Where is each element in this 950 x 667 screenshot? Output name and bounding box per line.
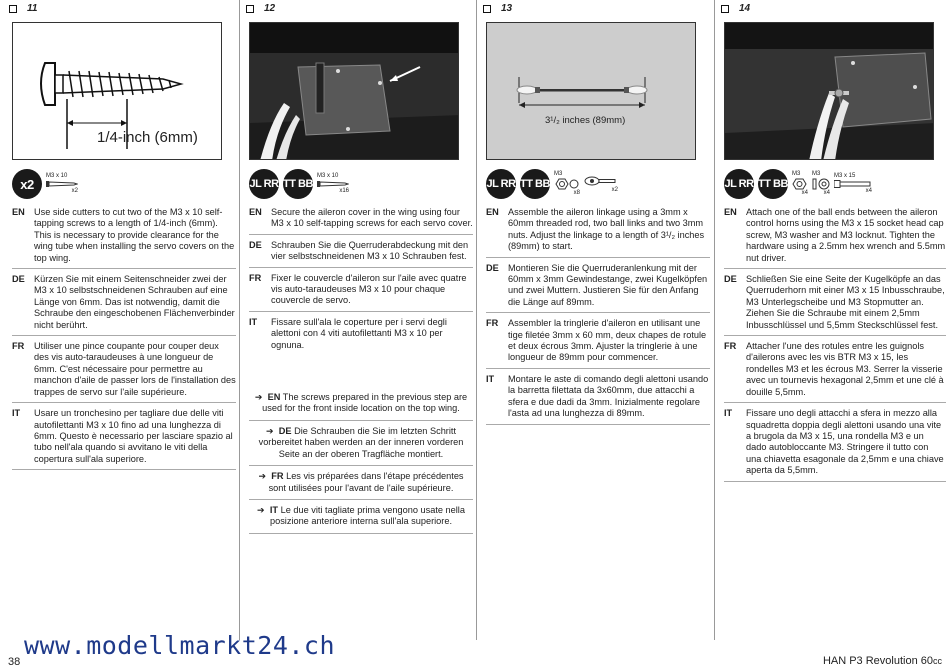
arrow-icon: ➔ xyxy=(258,471,267,482)
nut-quantity: x4 xyxy=(801,190,808,196)
step-heading xyxy=(9,3,37,14)
lang-block-de: DE Kürzen Sie mit einem Seitenschneider zwei der M3 x 10 selbstschneidenen Schrauben auf eine Länge von 6mm. Das ist notwendig, damit die Schraube den eingeschobenen Flächenverbinder nicht berührt. xyxy=(12,274,236,336)
step-heading xyxy=(246,3,275,14)
checkbox-icon[interactable] xyxy=(9,5,17,13)
lang-block-en: EN Assemble the aileron linkage using a 3mm x 60mm threaded rod, two ball links and two 3mm nuts. Adjust the linkage to a length of 3¹/₂ inches (89mm) to start. xyxy=(486,207,710,258)
screw-part xyxy=(317,173,349,195)
lang-block-it: IT Fissare sull'ala le coperture per i servi degli alettoni con 4 viti autofilettanti M3 x 10 per ognuna. xyxy=(249,316,447,350)
screw-quantity: x2 xyxy=(71,188,78,194)
column-divider xyxy=(476,0,477,640)
control-horn-photo xyxy=(724,22,934,160)
screwdriver-tool-icon: JL RR xyxy=(724,169,754,199)
lang-block-it: IT Montare le aste di comando degli alettoni usando la barretta filettata da 3x60mm, due attacchi a sfera e due dadi da 3mm. Inizialmente regolare l'asta ad una lunghezza di 89mm. xyxy=(486,374,710,425)
lang-block-en: EN Use side cutters to cut two of the M3 x 10 self-tapping screws to a length of 1/4-inch (6mm). This is necessary to provide clearance for the wing tube when installing the servo covers on the top wing. xyxy=(12,207,236,269)
step-heading xyxy=(721,3,750,14)
instruction-text xyxy=(249,207,473,534)
lang-block-de: DE Schließen Sie eine Seite der Kugelköpfe an das Querruderhorn mit einer M3 x 15 Inbusschraube, M3 Unterlegscheibe und M3 Stopmutter an. Ziehen Sie die Schraube mit einem 2,5mm Inbusschlüssel und 5,5mm Steckschlüssel fest. xyxy=(724,274,946,336)
screw-figure xyxy=(12,22,222,160)
locknut-icon xyxy=(792,178,808,190)
column-divider xyxy=(714,0,715,640)
step-11-column xyxy=(4,0,236,652)
washer-part xyxy=(812,171,830,197)
nut-icon xyxy=(554,178,580,190)
step-12-column xyxy=(241,0,473,652)
arrow-icon: ➔ xyxy=(265,425,274,436)
lang-block-fr: FR Attacher l'une des rotules entre les guignols d'ailerons avec les vis BTR M3 x 15, les rondelles M3 et les écrous M3. Serrer la visserie avec un tournevis hexagonal 2,5mm et une clé à douille 5,5mm. xyxy=(724,341,946,403)
screw-part xyxy=(46,173,78,195)
step-14-column xyxy=(716,0,946,652)
screwdriver-tool-icon: JL RR xyxy=(249,169,279,199)
cap-screw-label: M3 x 15 xyxy=(834,173,856,179)
page-number: 38 xyxy=(8,656,21,667)
screw-quantity: x16 xyxy=(339,188,349,194)
lang-block-it: IT Usare un tronchesino per tagliare due delle viti autofilettanti M3 x 10 fino ad una lunghezza di 6mm. Questo è necessario per lasciare spazio al tubo nell'ala quando si avvitano le viti della copertura sull'ala superiore. xyxy=(12,408,236,470)
instruction-text xyxy=(724,207,946,487)
instruction-text xyxy=(12,207,236,475)
lang-block-en: EN Attach one of the ball ends between the aileron control horns using the M3 x 15 socket head cap screw, M3 washer and M3 locknut. Tighten the hardware using a 2.5mm hex wrench and 5.5mm nut driver. xyxy=(724,207,946,269)
step-number: 11 xyxy=(27,3,38,14)
photo-illustration xyxy=(250,23,459,160)
nut-quantity: x8 xyxy=(573,190,580,196)
hardware-icons xyxy=(486,168,618,200)
note-fr: ➔ FR Les vis préparées dans l'étape précédentes sont utilisées pour l'avant de l'aile supérieure. xyxy=(249,466,473,500)
checkbox-icon[interactable] xyxy=(483,5,491,13)
hardware-icons xyxy=(724,168,872,200)
hardware-icons xyxy=(249,168,349,200)
nut-label: M3 xyxy=(554,171,563,177)
screw-icon xyxy=(46,180,78,188)
lang-block-en: EN Secure the aileron cover in the wing using four M3 x 10 self-tapping screws for each servo cover. xyxy=(249,207,473,235)
note-de: ➔ DE Die Schrauben die Sie im letzten Schritt vorbereitet haben werden an der inneren vorderen Seite an der oberen Tragfläche montiert. xyxy=(249,421,473,466)
nut-part xyxy=(554,171,580,197)
note-it: ➔ IT Le due viti tagliate prima vengono usate nella posizione anteriore interna sull'ala superiore. xyxy=(249,500,473,534)
hex-tool-icon: TT BB xyxy=(283,169,313,199)
screw-label: M3 x 10 xyxy=(317,173,339,179)
hex-tool-icon: TT BB xyxy=(520,169,550,199)
photo-illustration xyxy=(725,23,934,160)
dimension-label: 1/4-inch (6mm) xyxy=(97,129,198,146)
lang-block-fr: FR Fixer le couvercle d'aileron sur l'aile avec quatre vis auto-taraudeuses M3 x 10 pour chaque couvercle de servo. xyxy=(249,273,473,312)
step-number: 12 xyxy=(264,3,276,14)
hardware-icons xyxy=(12,168,78,200)
lang-block-fr: FR Assembler la tringlerie d'aileron en utilisant une tige filetée 3mm x 60 mm, deux chapes de rotule et deux écrous 3mm. Ajuster la tringlerie à une longueur de 89mm pour commencer. xyxy=(486,318,710,369)
step-number: 13 xyxy=(501,3,513,14)
arrow-icon: ➔ xyxy=(257,504,265,515)
lang-block-de: DE Schrauben Sie die Querruderabdeckung mit den vier selbstschneidenen M3 x 10 Schrauben fest. xyxy=(249,240,473,268)
screw-label: M3 x 10 xyxy=(46,173,68,179)
linkage-photo xyxy=(486,22,696,160)
dimension-label: 3¹/₂ inches (89mm) xyxy=(545,115,626,126)
manual-title: HAN P3 Revolution 60cc xyxy=(822,655,942,667)
column-divider xyxy=(239,0,240,640)
lang-block-de: DE Montieren Sie die Querruderanlenkung mit der 60mm x 3mm Gewindestange, zwei Kugelköpfen und zwei Muttern. Justieren Sie für den Anfang die Länge auf 89mm. xyxy=(486,263,710,314)
cap-screw-quantity: x4 xyxy=(865,188,872,194)
hex-tool-icon: TT BB xyxy=(758,169,788,199)
note-en: ➔ EN The screws prepared in the previous step are used for the front inside location on the top wing. xyxy=(249,387,473,421)
washer-icon xyxy=(812,178,830,190)
instruction-text xyxy=(486,207,710,430)
screw-icon xyxy=(317,180,349,188)
ball-link-icon xyxy=(584,175,618,187)
lang-block-fr: FR Utiliser une pince coupante pour couper deux des vis auto-taraudeuses à une longueur de 6mm. C'est nécessaire pour permettre au manchon d'aile de passer lors de l'installation des trappes de servo sur l'aile supérieure. xyxy=(12,341,236,403)
aileron-cover-photo xyxy=(249,22,459,160)
step-number: 14 xyxy=(739,3,751,14)
checkbox-icon[interactable] xyxy=(721,5,729,13)
washer-label: M3 xyxy=(812,171,821,177)
lang-block-it: IT Fissare uno degli attacchi a sfera in mezzo alla squadretta doppia degli alettoni usando una vite a brugola da M3 x 15, una rondella M3 e un dado autobloccante M3. Stringere il tutto con una chiavetta esagonale da 2,5mm e una chiave aperta da 5,5mm. xyxy=(724,408,946,481)
step-heading xyxy=(483,3,512,14)
cap-screw-icon xyxy=(834,180,872,188)
nut-label: M3 xyxy=(792,171,801,177)
watermark-url: www.modellmarkt24.ch xyxy=(24,631,336,660)
arrow-icon: ➔ xyxy=(254,392,263,403)
washer-quantity: x4 xyxy=(823,190,830,196)
nut-part xyxy=(792,171,808,197)
linkage-illustration xyxy=(487,23,696,160)
ball-link-part xyxy=(584,175,618,194)
ball-link-quantity: x2 xyxy=(611,186,618,193)
cap-screw-part xyxy=(834,173,872,195)
checkbox-icon[interactable] xyxy=(246,5,254,13)
step-13-column xyxy=(478,0,709,652)
quantity-badge: x2 xyxy=(12,169,42,199)
screwdriver-tool-icon: JL RR xyxy=(486,169,516,199)
